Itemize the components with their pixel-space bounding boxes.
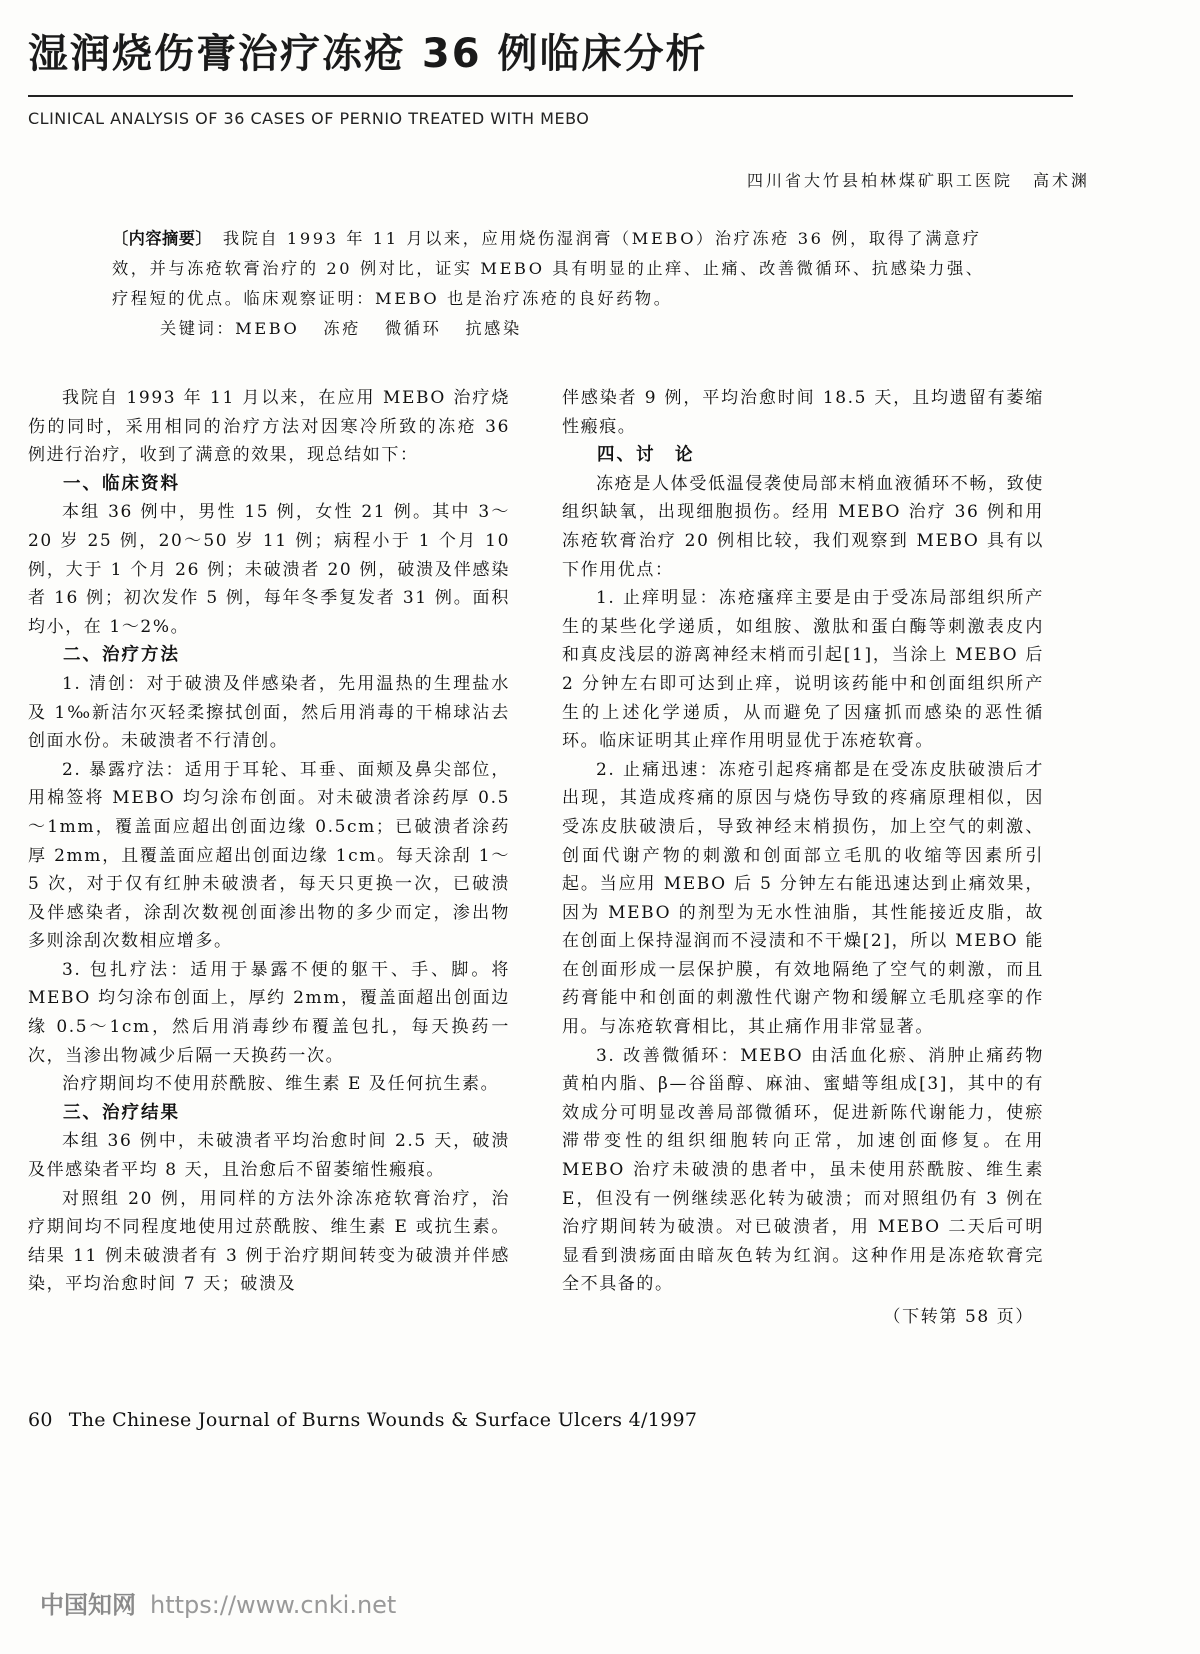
watermark-site-name: 中国知网 bbox=[40, 1591, 136, 1619]
keywords-line bbox=[112, 314, 992, 344]
title-divider bbox=[28, 95, 1073, 97]
paragraph: 1. 清创：对于破溃及伴感染者，先用温热的生理盐水及 1‰新洁尔灭轻柔擦拭创面，然后用消毒的干棉球沾去创面水份。未破溃者不行清创。 bbox=[28, 673, 510, 752]
paragraph: 2. 暴露疗法：适用于耳轮、耳垂、面颊及鼻尖部位，用棉签将 MEBO 均匀涂布创面。对未破溃者涂药厚 0.5～1mm，覆盖面应超出创面边缘 0.5cm；已破溃者涂药厚 2mm，且覆盖面应超出创面边缘 1cm。每天涂刮 1～5 次，对于仅有红肿未破溃者，每天只更换一次，已破溃及伴感染者，涂刮次数视创面渗出物的多少而定，渗出物多则涂刮次数相应增多。 bbox=[28, 759, 510, 952]
author: 高术渊 bbox=[1032, 171, 1090, 190]
watermark-url: https://www.cnki.net bbox=[150, 1591, 397, 1619]
journal-citation: The Chinese Journal of Burns Wounds & Surface Ulcers 4/1997 bbox=[68, 1409, 698, 1431]
paragraph: 本组 36 例中，未破溃者平均治愈时间 2.5 天，破溃及伴感染者平均 8 天，且治愈后不留萎缩性瘢痕。 bbox=[28, 1131, 510, 1181]
abstract-label: 〔内容摘要〕 bbox=[112, 229, 205, 248]
paragraph: 3. 改善微循环：MEBO 由活血化瘀、消肿止痛药物黄柏内脂、β—谷甾醇、麻油、蜜蜡等组成[3]，其中的有效成分可明显改善局部微循环，促进新陈代谢能力，使瘀滞带变性的组织细胞转向正常，加速创面修复。在用 MEBO 治疗未破溃的患者中，虽未使用菸酰胺、维生素 E，但没有一例继续恶化转为破溃；而对照组仍有 3 例在治疗期间转为破溃。对已破溃者，用 MEBO 二天后可明显看到溃疡面由暗灰色转为红润。这种作用是冻疮软膏完全不具备的。 bbox=[562, 1045, 1044, 1295]
paragraph: 冻疮是人体受低温侵袭使局部末梢血液循环不畅，致使组织缺氧，出现细胞损伤。经用 MEBO 治疗 36 例和用冻疮软膏治疗 20 例相比较，我们观察到 MEBO 具有以下作用优点： bbox=[562, 473, 1044, 580]
page-number: 60 bbox=[28, 1409, 53, 1431]
page-footer bbox=[28, 1409, 697, 1431]
continued-paragraph: 伴感染者 9 例，平均治愈时间 18.5 天，且均遗留有萎缩性瘢痕。 bbox=[562, 388, 1044, 437]
article-title: 湿润烧伤膏治疗冻疮 36 例临床分析 bbox=[28, 31, 708, 77]
paragraph: 2. 止痛迅速：冻疮引起疼痛都是在受冻皮肤破溃后才出现，其造成疼痛的原因与烧伤导致的疼痛原理相似，因受冻皮肤破溃后，导致神经末梢损伤，加上空气的刺激、创面代谢产物的刺激和创面部立毛肌的收缩等因素所引起。当应用 MEBO 后 5 分钟左右能迅速达到止痛效果，因为 MEBO 的剂型为无水性油脂，其性能接近皮脂，故在创面上保持湿润而不浸渍和不干燥[2]，所以 MEBO 能在创面形成一层保护膜，有效地隔绝了空气的刺激，而且药膏能中和创面的刺激性代谢产物和缓解立毛肌痉挛的作用。与冻疮软膏相比，其止痛作用非常显著。 bbox=[562, 759, 1044, 1038]
paragraph: 对照组 20 例，用同样的方法外涂冻疮软膏治疗，治疗期间均不同程度地使用过菸酰胺、维生素 E 或抗生素。结果 11 例未破溃者有 3 例于治疗期间转变为破溃并伴感染，平均治愈时间 7 天；破溃及 bbox=[28, 1188, 510, 1295]
keyword: 微循环 bbox=[385, 319, 442, 338]
abstract-paragraph bbox=[112, 224, 992, 314]
right-column bbox=[562, 384, 1044, 1332]
section-heading-clinical-data: 一、临床资料 bbox=[63, 473, 180, 494]
paragraph: 3. 包扎疗法：适用于暴露不便的躯干、手、脚。将 MEBO 均匀涂布创面上，厚约 2mm，覆盖面超出创面边缘 0.5～1cm，然后用消毒纱布覆盖包扎，每天换药一次，当渗出物减少后隔一天换药一次。 bbox=[28, 959, 510, 1066]
section-heading-treatment-method: 二、治疗方法 bbox=[63, 645, 180, 666]
paragraph: 1. 止痒明显：冻疮瘙痒主要是由于受冻局部组织所产生的某些化学递质，如组胺、激肽和蛋白酶等刺激表皮内和真皮浅层的游离神经末梢而引起[1]，当涂上 MEBO 后 2 分钟左右即可达到止痒，说明该药能中和创面组织所产生的上述化学递质，从而避免了因瘙抓而感染的恶性循环。临床证明其止痒作用明显优于冻疮软膏。 bbox=[562, 588, 1044, 752]
keyword: 抗感染 bbox=[465, 319, 522, 338]
intro-paragraph: 我院自 1993 年 11 月以来，在应用 MEBO 治疗烧伤的同时，采用相同的治疗方法对因寒冷所致的冻疮 36 例进行治疗，收到了满意的效果，现总结如下： bbox=[28, 388, 510, 466]
keyword: 冻疮 bbox=[323, 319, 361, 338]
left-column bbox=[28, 384, 510, 1299]
abstract-block bbox=[112, 224, 992, 344]
paragraph: 治疗期间均不使用菸酰胺、维生素 E 及任何抗生素。 bbox=[62, 1074, 500, 1095]
cnki-watermark bbox=[40, 1585, 396, 1620]
affiliation-line bbox=[747, 168, 1090, 191]
keywords-label: 关键词： bbox=[160, 319, 236, 338]
continued-on-note: （下转第 58 页） bbox=[883, 1307, 1034, 1327]
section-heading-results: 三、治疗结果 bbox=[63, 1102, 180, 1123]
section-heading-discussion: 四、讨 论 bbox=[597, 445, 695, 466]
keyword: MEBO bbox=[235, 319, 300, 338]
abstract-text: 我院自 1993 年 11 月以来，应用烧伤湿润膏（MEBO）治疗冻疮 36 例，取得了满意疗效，并与冻疮软膏治疗的 20 例对比，证实 MEBO 具有明显的止痒、止痛、改善微循环、抗感染力强、疗程短的优点。临床观察证明：MEBO 也是治疗冻疮的良好药物。 bbox=[112, 229, 985, 308]
affiliation: 四川省大竹县柏林煤矿职工医院 bbox=[746, 171, 1013, 190]
paragraph: 本组 36 例中，男性 15 例，女性 21 例。其中 3～20 岁 25 例，20～50 岁 11 例；病程小于 1 个月 10 例，大于 1 个月 26 例；未破溃者 20 例，破溃及伴感染者 16 例；初次发作 5 例，每年冬季复发者 31 例。面积均小，在 1～2%。 bbox=[28, 502, 510, 637]
english-title: CLINICAL ANALYSIS OF 36 CASES OF PERNIO TREATED WITH MEBO bbox=[28, 109, 590, 128]
